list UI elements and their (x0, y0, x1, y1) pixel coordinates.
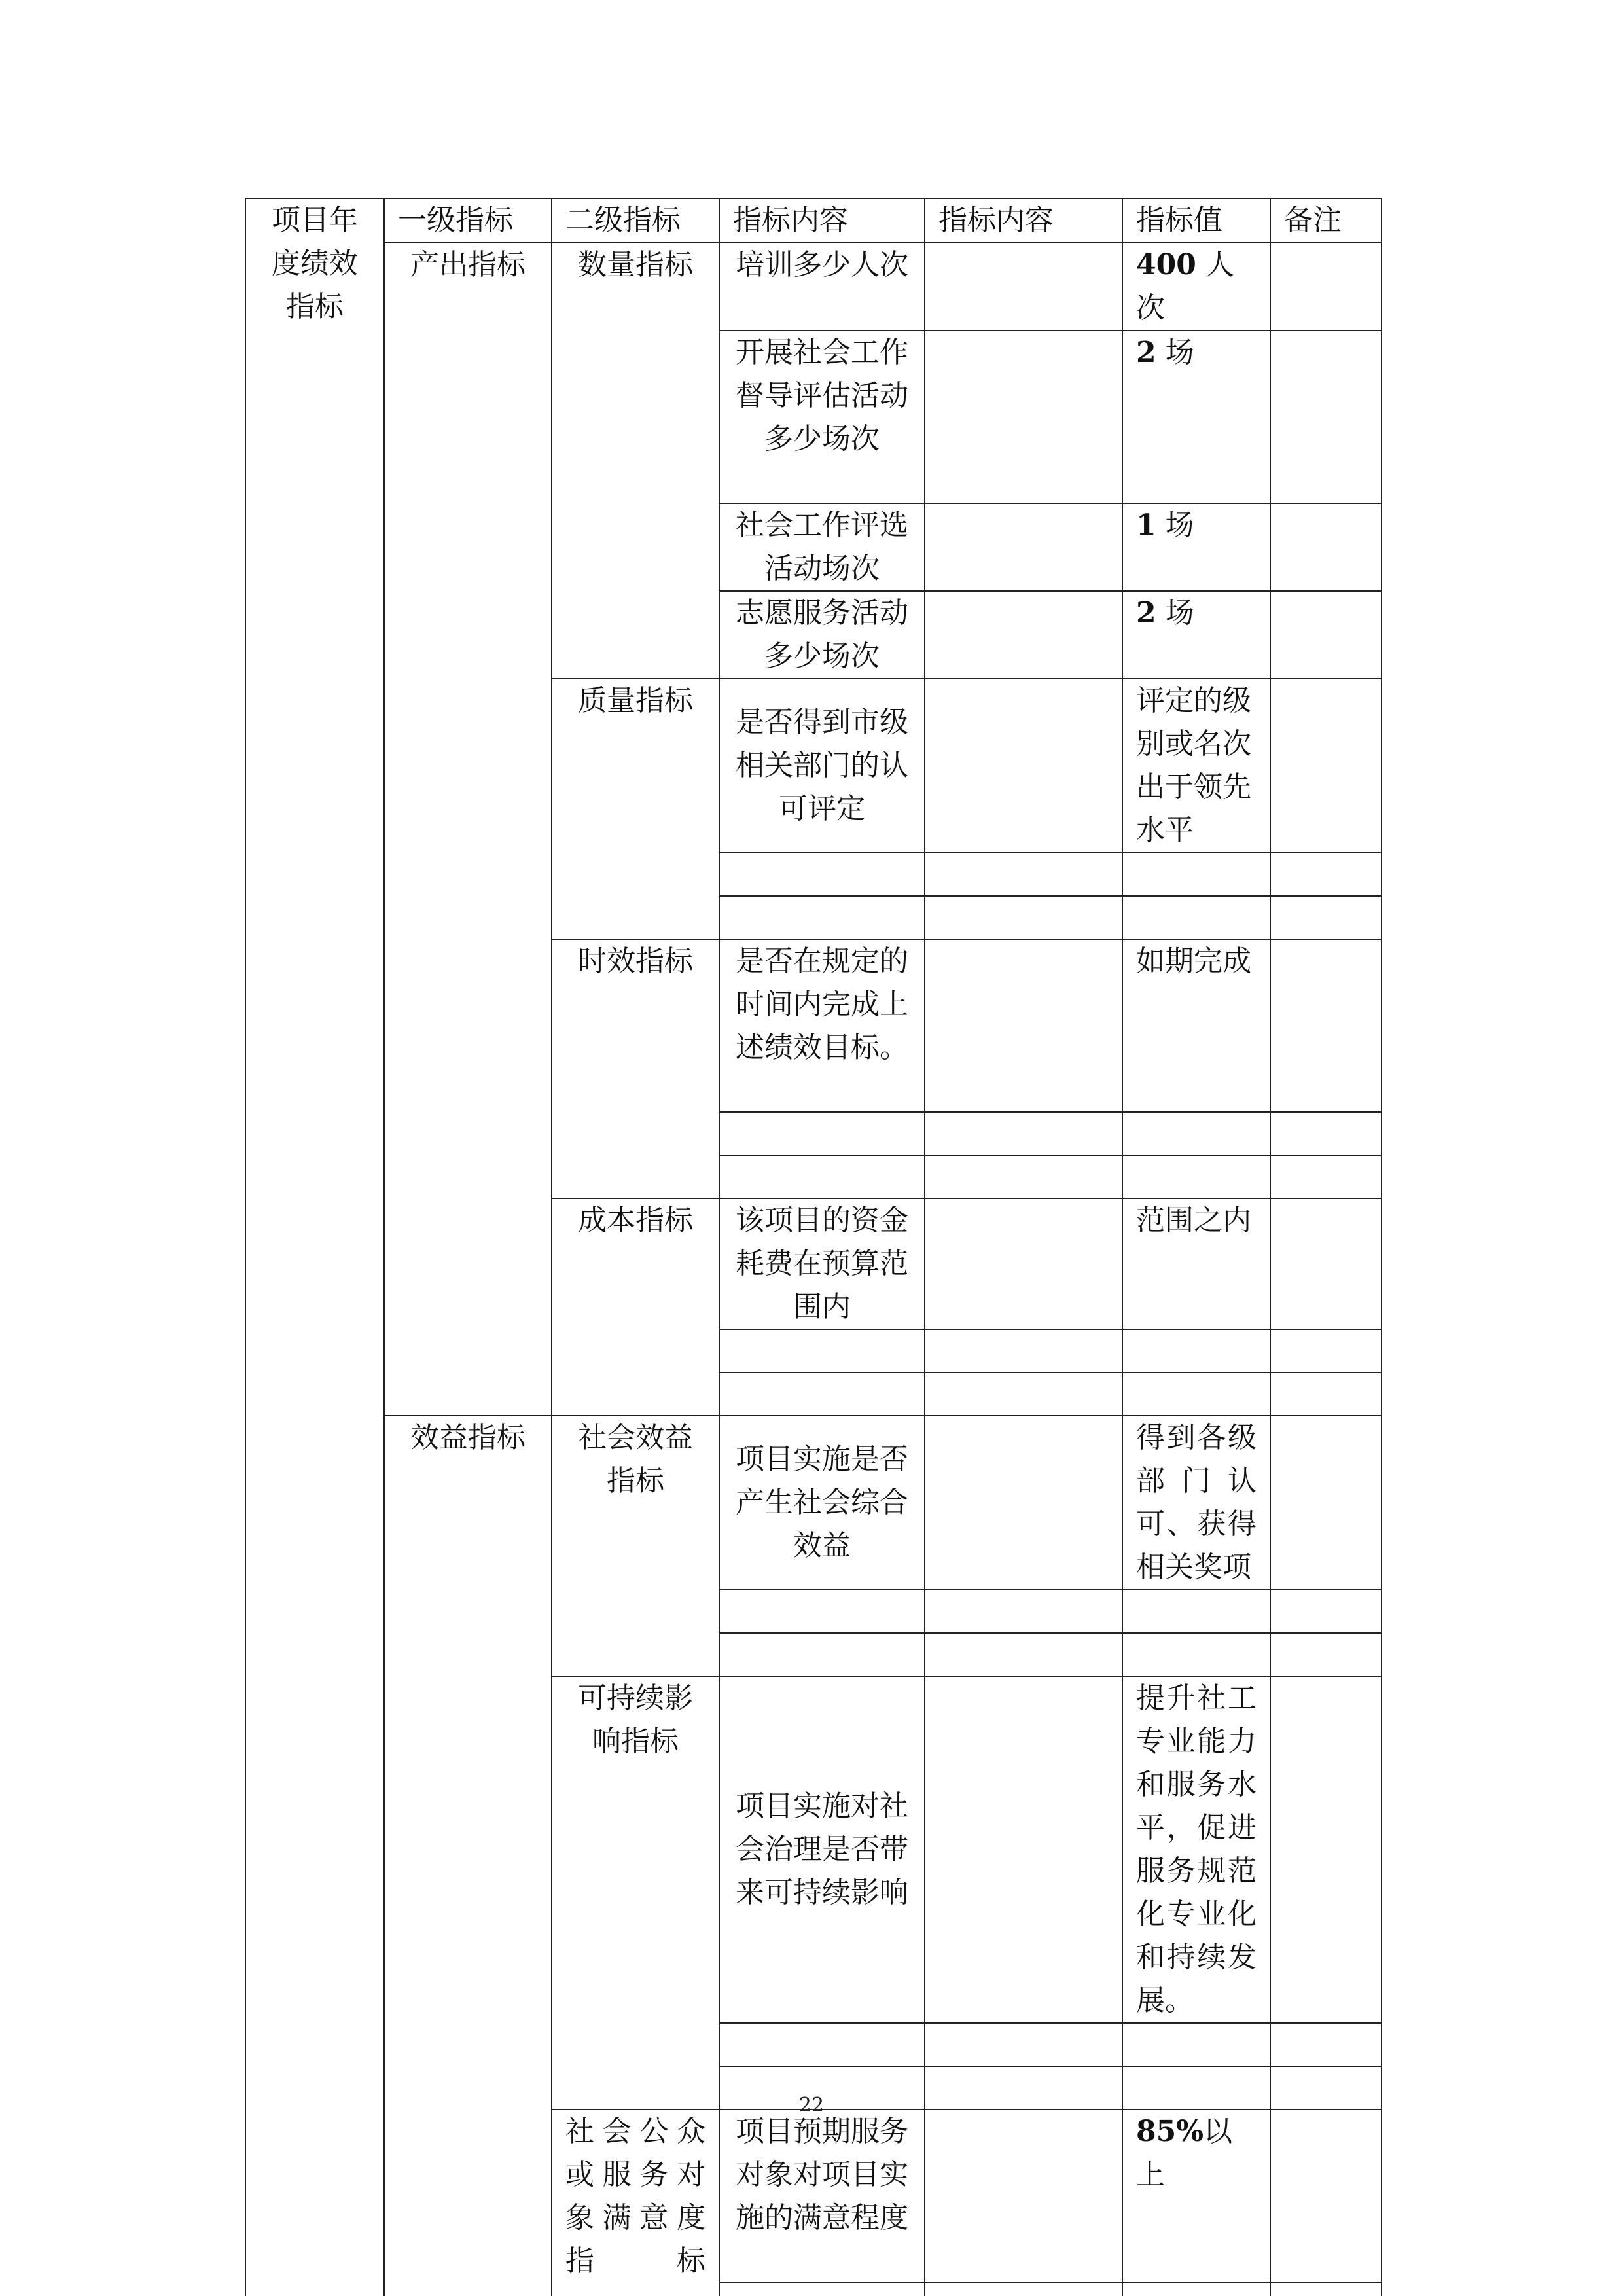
value-satisfaction (1122, 2109, 1270, 2282)
empty-cell (1270, 1329, 1382, 1372)
content-sustainable: 项目实施对社会治理是否带来可持续影响 (719, 1676, 925, 2023)
content-extra-cell (925, 1198, 1122, 1329)
empty-cell (925, 2023, 1122, 2066)
level2-satisfaction: 社会公众或服务对象满意度指标 (552, 2109, 719, 2296)
value-number: 2 (1136, 596, 1156, 630)
value-training (1122, 243, 1270, 331)
content-extra-cell (925, 331, 1122, 503)
content-volunteer: 志愿服务活动多少场次 (719, 591, 925, 679)
remarks-cell (1270, 1198, 1382, 1329)
remarks-cell (1270, 243, 1382, 331)
remarks-cell (1270, 2109, 1382, 2282)
value-social-benefit: 得到各级部门认可、获得相关奖项 (1122, 1416, 1270, 1590)
value-unit: 场 (1156, 336, 1194, 369)
value-number: 1 (1136, 509, 1156, 542)
performance-indicator-table (245, 198, 1382, 2296)
remarks-cell (1270, 503, 1382, 591)
level2-sustainable: 可持续影响指标 (552, 1676, 719, 2109)
level2-social-benefit: 社会效益指标 (552, 1416, 719, 1676)
value-supervision (1122, 331, 1270, 503)
content-selection: 社会工作评选活动场次 (719, 503, 925, 591)
header-level1: 一级指标 (384, 198, 552, 243)
page-number: 22 (798, 2094, 825, 2117)
empty-cell (1270, 1590, 1382, 1633)
value-unit: 场 (1156, 596, 1194, 630)
empty-cell (719, 1633, 925, 1676)
empty-cell (925, 2066, 1122, 2109)
content-satisfaction: 项目预期服务对象对项目实施的满意程度 (719, 2109, 925, 2282)
section-label-cell: 项目年度绩效指标 (245, 198, 384, 2296)
content-extra-cell (925, 243, 1122, 331)
level1-output: 产出指标 (384, 243, 552, 1416)
header-row (245, 198, 1382, 243)
value-number: 2 (1136, 336, 1156, 369)
value-unit: 以上 (1136, 2115, 1233, 2191)
content-quality: 是否得到市级相关部门的认可评定 (719, 679, 925, 853)
empty-cell (925, 1633, 1122, 1676)
value-unit: 场 (1156, 509, 1194, 542)
empty-cell (1122, 853, 1270, 896)
content-training: 培训多少人次 (719, 243, 925, 331)
remarks-cell (1270, 591, 1382, 679)
level2-quantity: 数量指标 (552, 243, 719, 679)
content-social-benefit: 项目实施是否产生社会综合效益 (719, 1416, 925, 1590)
header-level2: 二级指标 (552, 198, 719, 243)
content-extra-cell (925, 503, 1122, 591)
value-timeliness: 如期完成 (1122, 939, 1270, 1112)
empty-cell (719, 1329, 925, 1372)
value-volunteer (1122, 591, 1270, 679)
empty-cell (925, 2282, 1122, 2296)
level1-benefit: 效益指标 (384, 1416, 552, 2296)
empty-cell (1270, 1112, 1382, 1155)
empty-cell (1122, 1112, 1270, 1155)
level2-quality: 质量指标 (552, 679, 719, 939)
table-row (245, 1416, 1382, 1590)
empty-cell (1122, 2282, 1270, 2296)
value-number: 400 (1136, 248, 1196, 281)
table-row (245, 243, 1382, 331)
value-sustainable: 提升社工专业能力和服务水平，促进服务规范化专业化和持续发展。 (1122, 1676, 1270, 2023)
header-value: 指标值 (1122, 198, 1270, 243)
empty-cell (1270, 2066, 1382, 2109)
empty-cell (719, 2023, 925, 2066)
empty-cell (925, 853, 1122, 896)
level2-timeliness: 时效指标 (552, 939, 719, 1198)
empty-cell (1270, 896, 1382, 939)
remarks-cell (1270, 1676, 1382, 2023)
empty-cell (719, 2282, 925, 2296)
empty-cell (1122, 1590, 1270, 1633)
content-extra-cell (925, 2109, 1122, 2282)
empty-cell (1270, 2282, 1382, 2296)
content-extra-cell (925, 939, 1122, 1112)
empty-cell (1122, 2066, 1270, 2109)
remarks-cell (1270, 331, 1382, 503)
empty-cell (925, 1329, 1122, 1372)
remarks-cell (1270, 939, 1382, 1112)
value-number: 85% (1136, 2115, 1204, 2148)
empty-cell (1122, 896, 1270, 939)
remarks-cell (1270, 679, 1382, 853)
empty-cell (719, 1155, 925, 1198)
value-cost: 范围之内 (1122, 1198, 1270, 1329)
empty-cell (719, 1112, 925, 1155)
empty-cell (1270, 1372, 1382, 1416)
empty-cell (1270, 2023, 1382, 2066)
empty-cell (925, 1112, 1122, 1155)
remarks-cell (1270, 1416, 1382, 1590)
value-quality: 评定的级别或名次出于领先水平 (1122, 679, 1270, 853)
empty-cell (719, 853, 925, 896)
empty-cell (1122, 1329, 1270, 1372)
empty-cell (925, 896, 1122, 939)
content-cost: 该项目的资金耗费在预算范围内 (719, 1198, 925, 1329)
empty-cell (719, 896, 925, 939)
empty-cell (925, 1590, 1122, 1633)
header-content-1: 指标内容 (719, 198, 925, 243)
empty-cell (1122, 1155, 1270, 1198)
empty-cell (925, 1372, 1122, 1416)
level2-cost: 成本指标 (552, 1198, 719, 1416)
header-content-2: 指标内容 (925, 198, 1122, 243)
value-selection (1122, 503, 1270, 591)
empty-cell (1270, 1633, 1382, 1676)
content-extra-cell (925, 591, 1122, 679)
empty-cell (1122, 1633, 1270, 1676)
empty-cell (1270, 853, 1382, 896)
content-timeliness: 是否在规定的时间内完成上述绩效目标。 (719, 939, 925, 1112)
header-remarks: 备注 (1270, 198, 1382, 243)
content-extra-cell (925, 1676, 1122, 2023)
content-extra-cell (925, 1416, 1122, 1590)
empty-cell (1122, 1372, 1270, 1416)
content-extra-cell (925, 679, 1122, 853)
empty-cell (719, 1590, 925, 1633)
empty-cell (1270, 1155, 1382, 1198)
content-supervision: 开展社会工作督导评估活动多少场次 (719, 331, 925, 503)
value-unit: 人次 (1136, 248, 1234, 325)
empty-cell (925, 1155, 1122, 1198)
empty-cell (1122, 2023, 1270, 2066)
empty-cell (719, 1372, 925, 1416)
